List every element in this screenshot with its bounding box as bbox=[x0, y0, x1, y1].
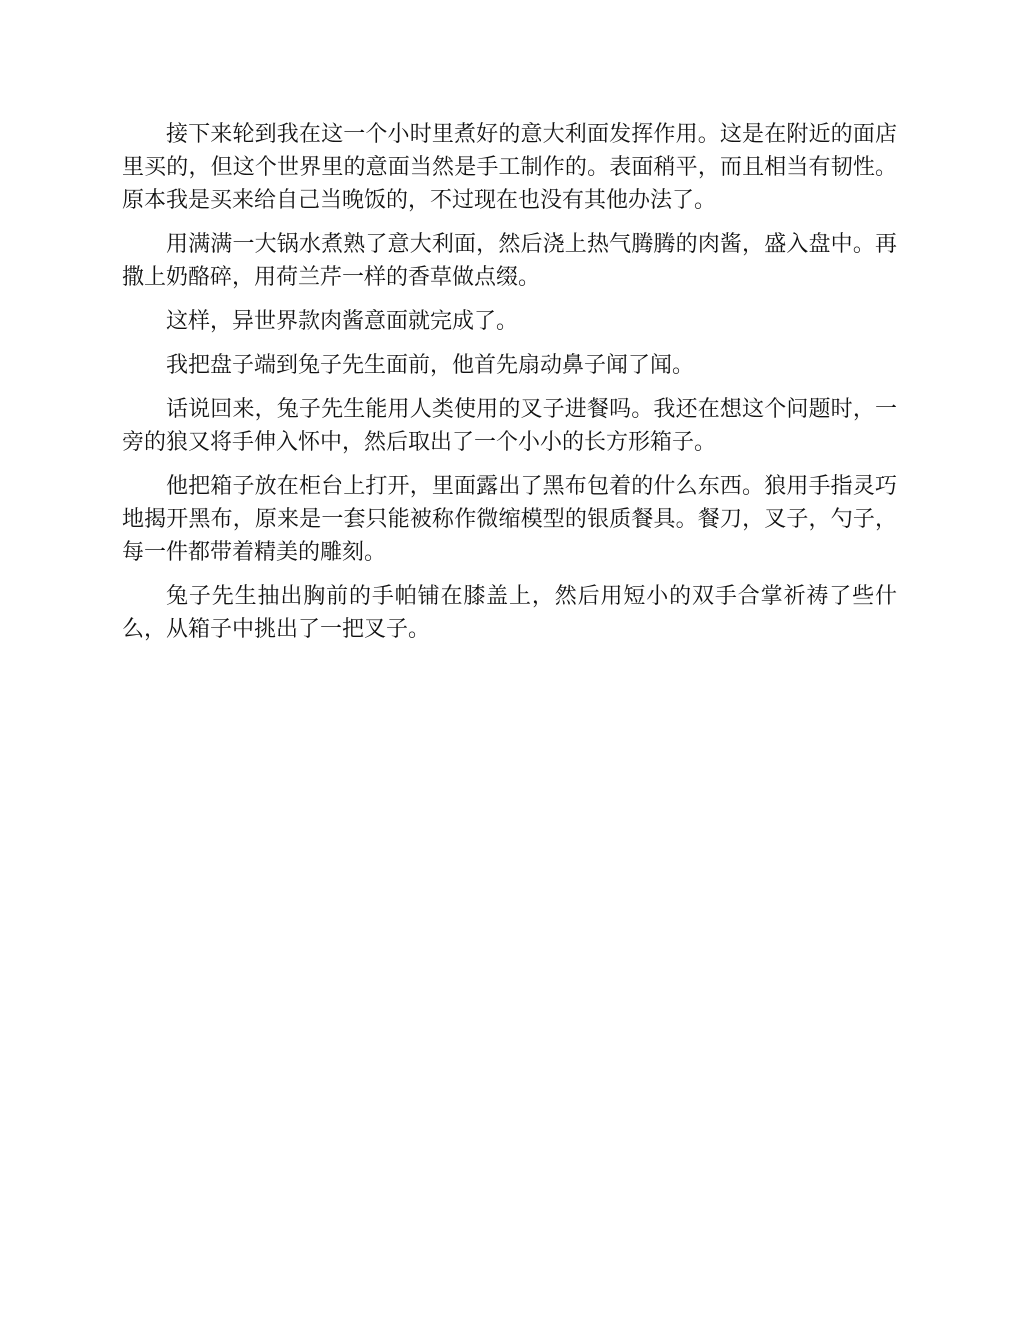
paragraph: 接下来轮到我在这一个小时里煮好的意大利面发挥作用。这是在附近的面店里买的，但这个世界里的意面当然是手工制作的。表面稍平，而且相当有韧性。原本我是买来给自己当晚饭的，不过现在也没有其他办法了。 bbox=[122, 122, 897, 213]
paragraph: 这样，异世界款肉酱意面就完成了。 bbox=[166, 309, 519, 334]
paragraph: 用满满一大锅水煮熟了意大利面，然后浇上热气腾腾的肉酱，盛入盘中。再撒上奶酪碎，用荷兰芹一样的香草做点缀。 bbox=[122, 232, 897, 290]
paragraph: 我把盘子端到兔子先生面前，他首先扇动鼻子闻了闻。 bbox=[166, 353, 695, 378]
document-page bbox=[122, 118, 897, 657]
paragraph: 他把箱子放在柜台上打开，里面露出了黑布包着的什么东西。狼用手指灵巧地揭开黑布，原来是一套只能被称作微缩模型的银质餐具。餐刀，叉子，勺子，每一件都带着精美的雕刻。 bbox=[122, 474, 897, 565]
paragraph: 兔子先生抽出胸前的手帕铺在膝盖上，然后用短小的双手合掌祈祷了些什么，从箱子中挑出了一把叉子。 bbox=[122, 584, 897, 642]
paragraph: 话说回来，兔子先生能用人类使用的叉子进餐吗。我还在想这个问题时，一旁的狼又将手伸入怀中，然后取出了一个小小的长方形箱子。 bbox=[122, 397, 897, 455]
